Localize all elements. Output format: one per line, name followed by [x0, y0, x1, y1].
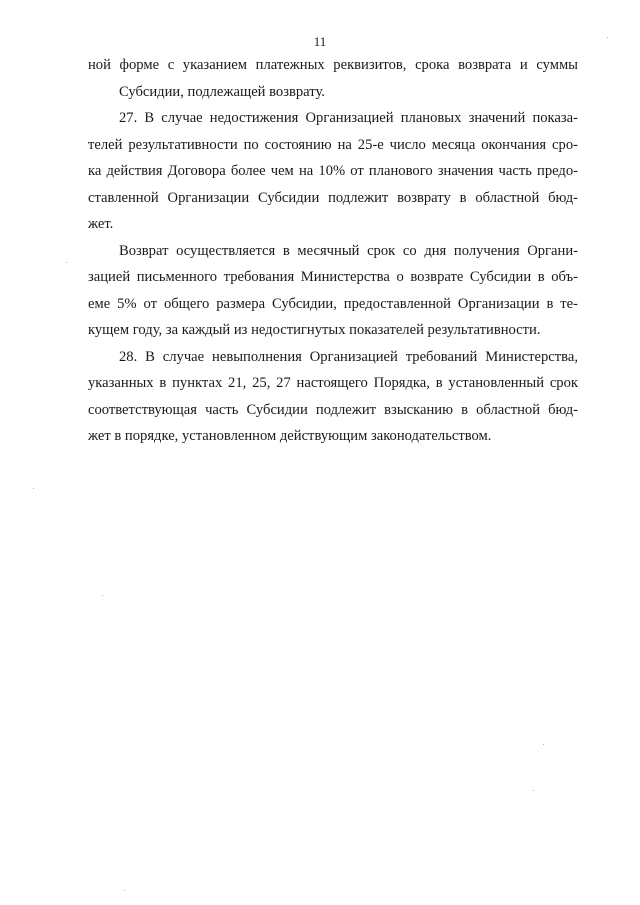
paragraph-line: ставленной Организации Субсидии подлежит возврату в областной бюд- — [88, 189, 578, 206]
scan-speck — [607, 37, 608, 38]
paragraph-line: 28. В случае невыполнения Организацией требований Министерства, — [119, 348, 578, 365]
paragraph-line: жет в порядке, установленном действующим законодательством. — [88, 428, 492, 444]
page-number: 11 — [313, 34, 327, 49]
paragraph-line: кущем году, за каждый из недостигнутых показателей результативности. — [88, 322, 541, 338]
document-body — [88, 52, 578, 450]
paragraph-line: ной форме с указанием платежных реквизитов, срока возврата и суммы — [88, 57, 578, 73]
paragraph-line: еме 5% от общего размера Субсидии, предоставленной Организации в те- — [88, 295, 578, 312]
paragraph-line: телей результативности по состоянию на 25-е число месяца окончания сро- — [88, 136, 578, 153]
scan-speck — [102, 595, 103, 596]
paragraph-line: 27. В случае недостижения Организацией плановых значений показа- — [119, 110, 578, 126]
scan-speck — [33, 488, 34, 489]
paragraph-line: Возврат осуществляется в месячный срок со дня получения Органи- — [119, 242, 578, 259]
paragraph-line: указанных в пунктах 21, 25, 27 настоящего Порядка, в установленный срок — [88, 375, 578, 391]
scan-speck — [533, 790, 534, 791]
paragraph-line: соответствующая часть Субсидии подлежит взысканию в областной бюд- — [88, 401, 578, 418]
scan-speck — [66, 262, 67, 263]
scan-speck — [543, 744, 544, 745]
paragraph-line: жет. — [88, 216, 114, 232]
paragraph-line: ка действия Договора более чем на 10% от планового значения часть предо- — [88, 163, 578, 179]
scan-speck — [124, 890, 125, 891]
paragraph-line: зацией письменного требования Министерства о возврате Субсидии в объ- — [88, 269, 578, 285]
paragraph-line: Субсидии, подлежащей возврату. — [119, 83, 325, 100]
